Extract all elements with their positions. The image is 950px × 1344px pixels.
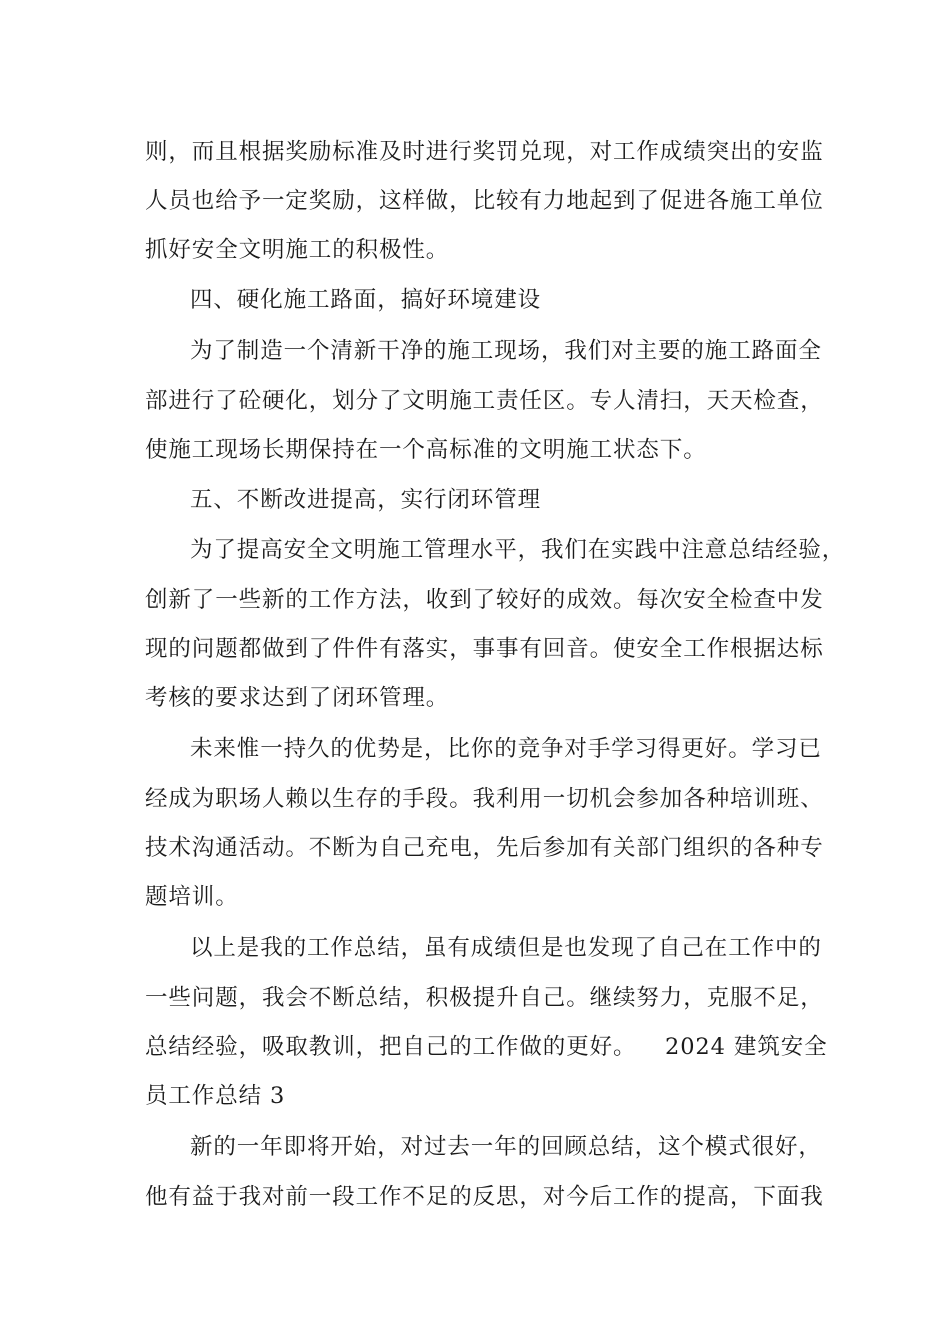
text-line: 人员也给予一定奖励，这样做，比较有力地起到了促进各施工单位 (145, 188, 824, 214)
text-line: 为了制造一个清新干净的施工现场，我们对主要的施工路面全 (190, 338, 822, 364)
section-title: 2024 建筑安全 (665, 1034, 828, 1060)
text-line: 为了提高安全文明施工管理水平，我们在实践中注意总结经验， (190, 537, 846, 563)
text-line: 部进行了砼硬化，划分了文明施工责任区。专人清扫，天天检查， (145, 388, 824, 414)
section-heading: 四、硬化施工路面，搞好环境建设 (190, 287, 542, 313)
text-line: 经成为职场人赖以生存的手段。我利用一切机会参加各种培训班、 (145, 786, 824, 812)
text-line: 现的问题都做到了件件有落实，事事有回音。使安全工作根据达标 (145, 636, 824, 662)
text-line: 题培训。 (145, 884, 239, 910)
text-line: 则，而且根据奖励标准及时进行奖罚兑现，对工作成绩突出的安监 (145, 139, 824, 165)
text-line: 一些问题，我会不断总结，积极提升自己。继续努力，克服不足， (145, 985, 824, 1011)
text-line: 新的一年即将开始，对过去一年的回顾总结，这个模式很好， (190, 1134, 822, 1160)
text-line: 创新了一些新的工作方法，收到了较好的成效。每次安全检查中发 (145, 587, 824, 613)
text-line: 总结经验，吸取教训，把自己的工作做的更好。 (145, 1034, 637, 1060)
text-line: 技术沟通活动。不断为自己充电，先后参加有关部门组织的各种专 (145, 835, 824, 861)
section-heading: 五、不断改进提高，实行闭环管理 (190, 487, 542, 513)
text-line: 他有益于我对前一段工作不足的反思，对今后工作的提高，下面我 (145, 1184, 824, 1210)
text-line: 抓好安全文明施工的积极性。 (145, 237, 450, 263)
text-line: 未来惟一持久的优势是，比你的竞争对手学习得更好。学习已 (190, 736, 822, 762)
text-line: 使施工现场长期保持在一个高标准的文明施工状态下。 (145, 437, 707, 463)
text-line: 以上是我的工作总结，虽有成绩但是也发现了自己在工作中的 (190, 935, 822, 961)
text-line: 考核的要求达到了闭环管理。 (145, 685, 450, 711)
section-title: 员工作总结 3 (145, 1083, 286, 1109)
